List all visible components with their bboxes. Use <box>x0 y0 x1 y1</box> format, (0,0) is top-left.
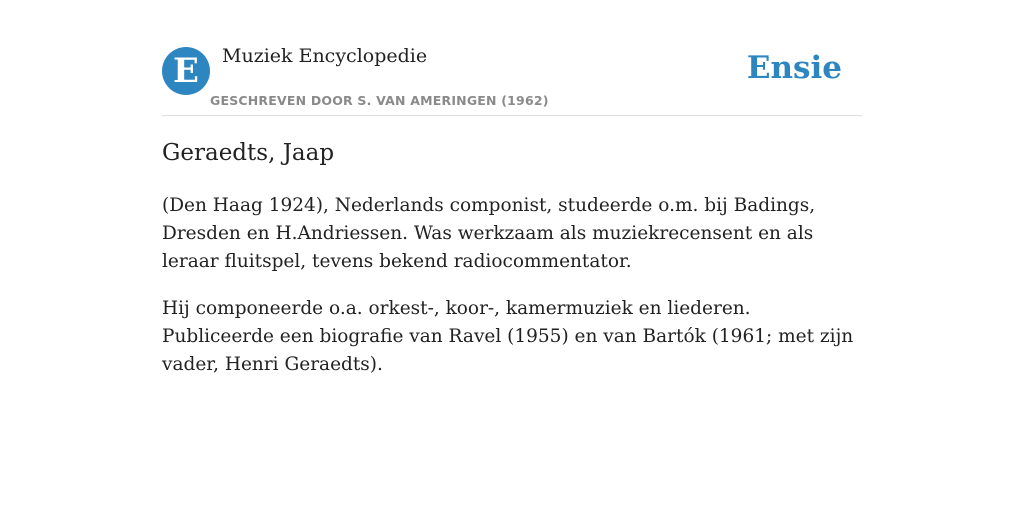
article-paragraph: (Den Haag 1924), Nederlands componist, studeerde o.m. bij Badings, Dresden en H.Andriessen. Was werkzaam als muziekrecensent en als leraar fluitspel, tevens bekend radiocommentator. <box>162 195 816 272</box>
header <box>162 0 862 116</box>
page <box>162 0 862 375</box>
article-paragraph: Hij componeerde o.a. orkest-, koor-, kamermuziek en liederen. Publiceerde een biografie van Ravel (1955) en van Bartók (1961; met zijn vader, Henri Geraedts). <box>162 298 854 375</box>
article-title: Geraedts, Jaap <box>162 140 335 166</box>
article-body <box>162 192 862 398</box>
author-byline: GESCHREVEN DOOR S. VAN AMERINGEN (1962) <box>210 93 549 108</box>
brand-logo[interactable]: Ensie <box>746 50 842 86</box>
site-title[interactable]: Muziek Encyclopedie <box>222 45 428 67</box>
encyclopedia-logo-icon[interactable]: E <box>162 47 210 95</box>
